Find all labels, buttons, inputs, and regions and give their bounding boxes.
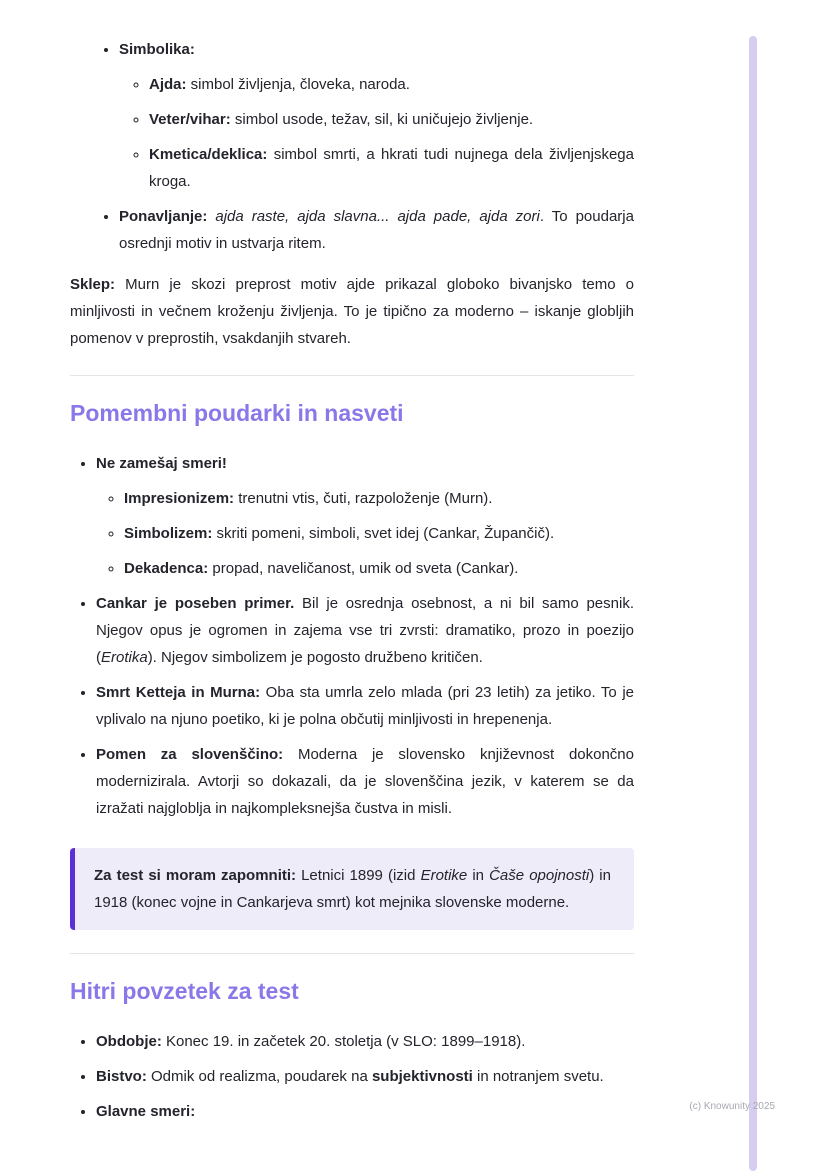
- list-item-kmetica: [149, 141, 634, 195]
- callout-text: ) in 1918 (konec vojne in Cankarjeva smrt) kot mejnika slovenske moderne.: [94, 866, 611, 911]
- list-item-lead: Veter/vihar:: [149, 111, 231, 128]
- work-title: Čaše opojnosti: [489, 866, 590, 884]
- list-item-lead: Bistvo:: [96, 1067, 147, 1085]
- list-item-ajda: [149, 71, 634, 98]
- list-item-ponavljanje: [119, 203, 634, 257]
- list-item-simbolizem: [124, 520, 634, 547]
- list-item-simbolika: [119, 36, 634, 195]
- list-item-text: simbol življenja, človeka, naroda.: [186, 76, 410, 93]
- symbolism-sublist: [119, 71, 634, 195]
- list-item-glavne-smeri: [96, 1098, 634, 1125]
- callout-lead: Za test si moram zapomniti:: [94, 866, 297, 884]
- list-item-lead: Simbolika:: [119, 41, 195, 58]
- list-item-lead: Simbolizem:: [124, 524, 213, 542]
- list-item-bistvo: [96, 1063, 634, 1090]
- povzetek-list: [70, 1028, 634, 1125]
- poudarki-list: [70, 450, 634, 822]
- list-item-lead: Obdobje:: [96, 1032, 162, 1050]
- list-item-text: Bil je osrednja osebnost, a ni bil samo pesnik. Njegov opus je ogromen in zajema vse tri zvrsti: dramatiko, prozo in poezijo (: [96, 594, 634, 666]
- list-item-lead: Ponavljanje:: [119, 208, 208, 225]
- list-item-dekadenca: [124, 555, 634, 582]
- list-item-text: Odmik od realizma, poudarek na: [146, 1067, 372, 1085]
- section-heading-povzetek: Hitri povzetek za test: [70, 977, 299, 1004]
- section-divider: [70, 953, 634, 954]
- list-item-cankar: [96, 590, 634, 671]
- list-item-lead: Impresionizem:: [124, 489, 235, 507]
- work-title: Erotika: [101, 648, 148, 666]
- list-item-text: Oba sta umrla zelo mlada (pri 23 letih) za jetiko. To je vplivalo na njuno poetiko, ki je polna občutij minljivosti in hrepenenja.: [96, 683, 634, 728]
- document-content: [70, 36, 634, 1125]
- smeri-sublist: [96, 485, 634, 582]
- list-item-lead: Cankar je poseben primer.: [96, 594, 295, 612]
- paragraph-lead: Sklep:: [70, 276, 116, 293]
- list-item-text: Konec 19. in začetek 20. stoletja (v SLO: 1899–1918).: [161, 1032, 526, 1050]
- section-heading-poudarki: Pomembni poudarki in nasveti: [70, 400, 404, 426]
- list-item-ne-zamesaj: [96, 450, 634, 582]
- list-item-text: simbol usode, težav, sil, ki uničujejo življenje.: [230, 111, 534, 128]
- callout-text: Letnici 1899 (izid: [296, 866, 421, 884]
- work-title: Erotike: [420, 866, 468, 884]
- note-callout: [70, 848, 634, 930]
- paragraph-text: Murn je skozi preprost motiv ajde prikazal globoko bivanjsko temo o minljivosti in večnem kroženju življenja. To je tipično za moderno – iskanje globljih pomenov v preprostih, vsakdanjih stvareh.: [70, 276, 634, 347]
- list-item-lead: Glavne smeri:: [96, 1102, 196, 1120]
- list-item-pomen: [96, 741, 634, 822]
- list-item-text: . To poudarja osrednji motiv in ustvarja ritem.: [119, 208, 634, 252]
- list-item-veter: [149, 106, 634, 133]
- list-item-lead: Ajda:: [149, 76, 187, 93]
- list-item-text: simbol smrti, a hkrati tudi nujnega dela življenjskega kroga.: [149, 146, 634, 190]
- list-item-lead: Smrt Ketteja in Murna:: [96, 683, 261, 701]
- list-item-impresionizem: [124, 485, 634, 512]
- list-item-text: skriti pomeni, simboli, svet idej (Cankar, Župančič).: [212, 524, 555, 542]
- conclusion-paragraph: [70, 271, 634, 352]
- symbolism-list: [70, 36, 634, 257]
- list-item-lead: Ne zamešaj smeri!: [96, 454, 227, 472]
- list-item-obdobje: [96, 1028, 634, 1055]
- list-item-lead: Pomen za slovenščino:: [96, 745, 284, 763]
- callout-paragraph: [94, 862, 611, 916]
- section-divider: [70, 375, 634, 376]
- list-item-lead: Kmetica/deklica:: [149, 146, 268, 163]
- scrollbar-thumb[interactable]: [749, 36, 757, 1171]
- list-item-quote: ajda raste, ajda slavna... ajda pade, ajda zori: [207, 208, 540, 225]
- footer-credit: (c) Knowunity 2025: [689, 1101, 775, 1112]
- list-item-text: in notranjem svetu.: [472, 1067, 604, 1085]
- list-item-smrt: [96, 679, 634, 733]
- list-item-lead: Dekadenca:: [124, 559, 209, 577]
- list-item-text: propad, naveličanost, umik od sveta (Cankar).: [208, 559, 519, 577]
- callout-text: in: [467, 866, 490, 884]
- list-item-text: trenutni vtis, čuti, razpoloženje (Murn).: [234, 489, 493, 507]
- emphasis-term: subjektivnosti: [371, 1067, 473, 1085]
- list-item-text: Moderna je slovensko književnost dokončno modernizirala. Avtorji so dokazali, da je slovenščina jezik, v katerem se da izražati najgloblja in najkompleksnejša čustva in misli.: [96, 745, 634, 817]
- list-item-text: ). Njegov simbolizem je pogosto družbeno kritičen.: [147, 648, 483, 666]
